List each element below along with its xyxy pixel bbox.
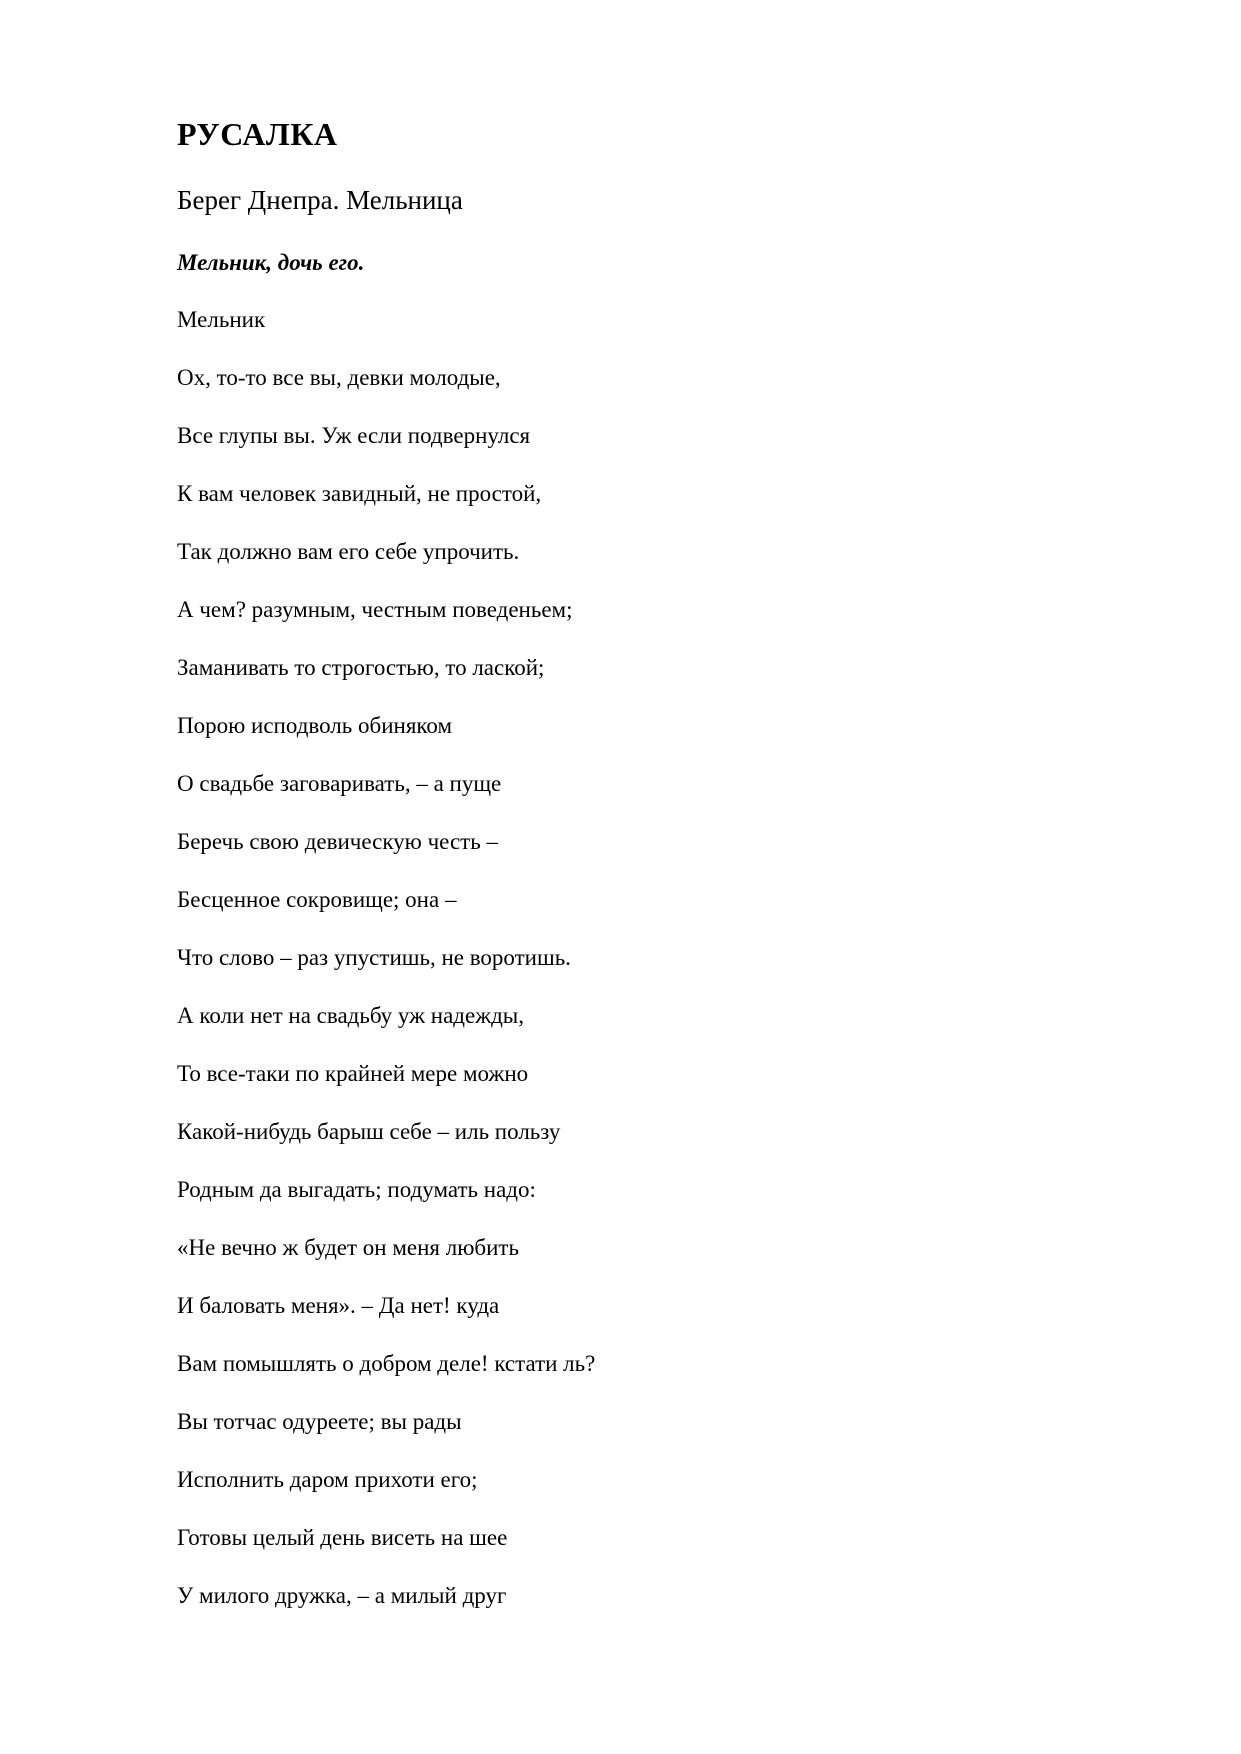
verse-line: Родным да выгадать; подумать надо: bbox=[177, 1177, 536, 1202]
verse-line: «Не вечно ж будет он меня любить bbox=[177, 1235, 519, 1260]
verse-line: Порою исподволь обиняком bbox=[177, 713, 453, 738]
verse-line: Исполнить даром прихоти его; bbox=[177, 1467, 478, 1492]
verse-line: Что слово – раз упустишь, не воротишь. bbox=[177, 945, 571, 970]
verse-line: Вы тотчас одуреете; вы рады bbox=[177, 1409, 462, 1434]
verse-line: А чем? разумным, честным поведеньем; bbox=[177, 597, 573, 622]
verse-line: Так должно вам его себе упрочить. bbox=[177, 539, 520, 564]
verse-line: Беречь свою девическую честь – bbox=[177, 829, 498, 854]
speaker-name: Мельник bbox=[177, 307, 266, 332]
verse-line: Вам помышлять о добром деле! кстати ль? bbox=[177, 1351, 596, 1376]
characters-note: Мельник, дочь его. bbox=[177, 250, 365, 275]
verse-line: Ох, то-то все вы, девки молодые, bbox=[177, 365, 501, 390]
verse-lines bbox=[177, 363, 595, 1639]
verse-line: Все глупы вы. Уж если подвернулся bbox=[177, 423, 531, 448]
verse-line: О свадьбе заговаривать, – а пуще bbox=[177, 771, 502, 796]
verse-line: Заманивать то строгостью, то лаской; bbox=[177, 655, 545, 680]
scene-heading: Берег Днепра. Мельница bbox=[177, 185, 463, 215]
verse-line: А коли нет на свадьбу уж надежды, bbox=[177, 1003, 524, 1028]
verse-line: Какой-нибудь барыш себе – иль пользу bbox=[177, 1119, 561, 1144]
document-title: РУСАЛКА bbox=[177, 116, 338, 152]
verse-line: Готовы целый день висеть на шее bbox=[177, 1525, 508, 1550]
verse-line: То все-таки по крайней мере можно bbox=[177, 1061, 529, 1086]
verse-line: И баловать меня». – Да нет! куда bbox=[177, 1293, 500, 1318]
verse-line: У милого дружка, – а милый друг bbox=[177, 1583, 507, 1608]
verse-line: К вам человек завидный, не простой, bbox=[177, 481, 542, 506]
verse-line: Бесценное сокровище; она – bbox=[177, 887, 457, 912]
